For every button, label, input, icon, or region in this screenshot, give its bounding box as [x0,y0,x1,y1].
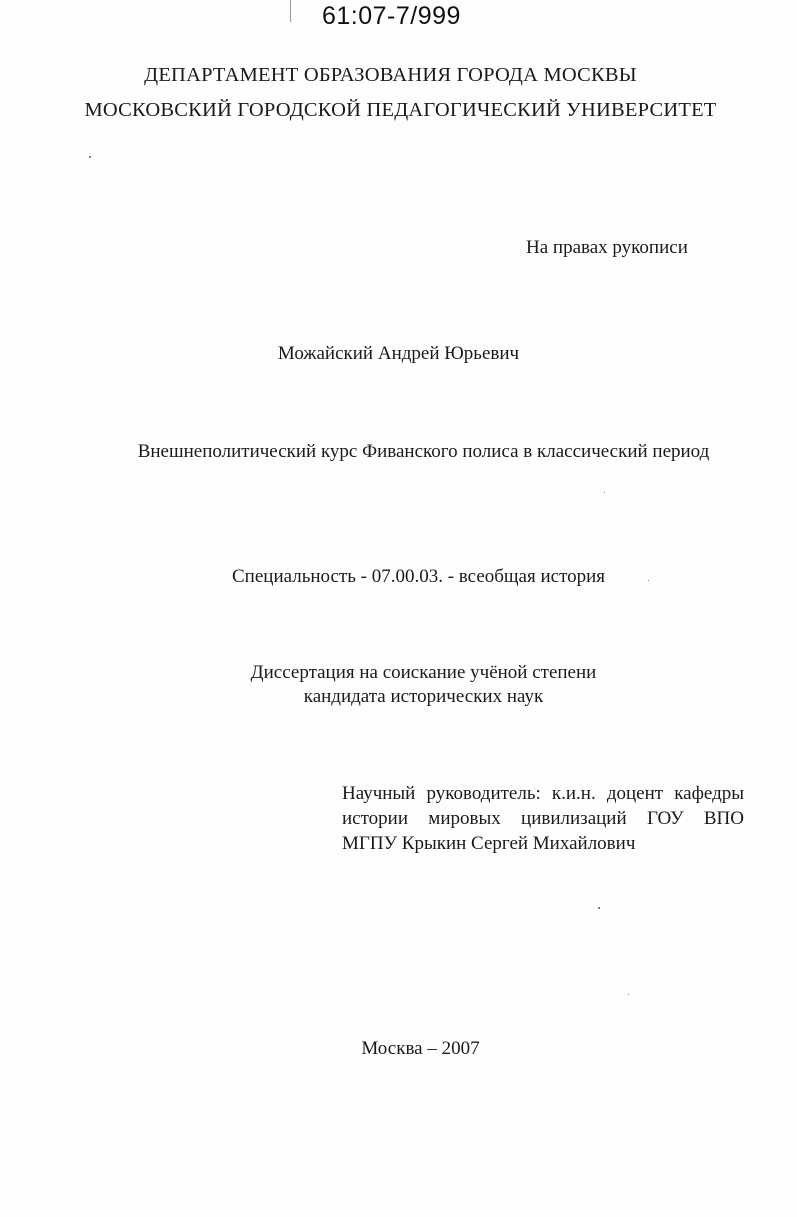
scan-speck [648,580,649,581]
author-name: Можайский Андрей Юрьевич [277,343,520,364]
catalog-stamp: 61:07-7/999 [322,2,461,30]
specialty-line: Специальность - 07.00.03. - всеобщая история [232,566,606,587]
degree-line-1: Диссертация на соискание учёной степени [250,662,597,683]
university-heading: МОСКОВСКИЙ ГОРОДСКОЙ ПЕДАГОГИЧЕСКИЙ УНИВЕРСИТЕТ [84,99,717,121]
scan-speck [604,492,605,493]
scan-speck [598,907,600,909]
degree-line-2: кандидата исторических наук [303,686,544,707]
scan-speck [628,994,629,995]
supervisor-line-1: Научный руководитель: к.и.н. доцент кафедры [342,783,744,804]
dissertation-title: Внешнеполитический курс Фиванского полиса в классический период [137,441,710,462]
supervisor-line-2: истории мировых цивилизаций ГОУ ВПО [342,808,744,829]
manuscript-rights-note: На правах рукописи [526,237,688,258]
scan-speck [89,156,91,158]
department-heading: ДЕПАРТАМЕНТ ОБРАЗОВАНИЯ ГОРОДА МОСКВЫ [144,64,637,86]
place-and-year: Москва – 2007 [361,1038,480,1059]
scan-edge-mark [290,0,291,22]
supervisor-block [342,781,744,856]
supervisor-line-3: МГПУ Крыкин Сергей Михайлович [342,833,636,854]
